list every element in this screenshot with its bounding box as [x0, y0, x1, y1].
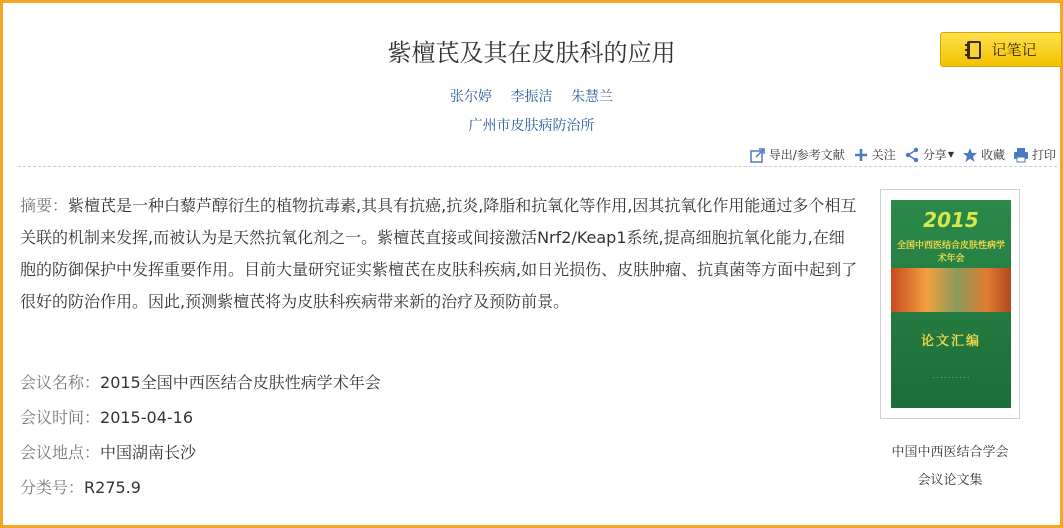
cover-photo	[891, 268, 1011, 312]
take-note-button[interactable]	[940, 32, 1062, 67]
conference-name-value: 2015全国中西医结合皮肤性病学术年会	[100, 373, 381, 392]
abstract-label: 摘要：	[20, 196, 69, 215]
export-button[interactable]	[750, 146, 845, 163]
cover-year: 2015	[923, 208, 979, 232]
author-link[interactable]: 朱慧兰	[570, 89, 613, 105]
conference-time-label: 会议时间：	[20, 408, 101, 427]
cover-image	[891, 200, 1011, 408]
cover-caption-collection[interactable]: 会议论文集	[917, 473, 983, 488]
print-button[interactable]	[1013, 146, 1056, 163]
abstract	[20, 190, 860, 318]
cover-subtitle: 论文汇编	[920, 334, 981, 349]
conference-time-row	[20, 405, 193, 428]
author-link[interactable]: 李振洁	[510, 89, 553, 105]
share-button[interactable]	[904, 146, 954, 163]
conference-place-value: 中国湖南长沙	[100, 443, 197, 462]
collect-button[interactable]	[962, 146, 1005, 163]
organization-link[interactable]: 广州市皮肤病防治所	[468, 118, 595, 134]
conference-name-label: 会议名称：	[20, 373, 101, 392]
share-label: 分享	[922, 148, 947, 162]
conference-name-row	[20, 370, 381, 393]
follow-label: 关注	[871, 148, 896, 162]
abstract-text: 紫檀芪是一种白藜芦醇衍生的植物抗毒素,其具有抗癌,抗炎,降脂和抗氧化等作用,因其抗氧化作用能通过多个相互关联的机制来发挥,而被认为是天然抗氧化剂之一。紫檀芪直接或间接激活Nrf2/Keap1系统,提高细胞抗氧化能力,在细胞的防御保护中发挥重要作用。目前大量研究证实紫檀芪在皮肤科疾病,如日光损伤、皮肤肿瘤、抗真菌等方面中起到了很好的防治作用。因此,预测紫檀芪将为皮肤科疾病带来新的治疗及预防前景。	[20, 196, 858, 311]
author-list	[3, 86, 1060, 106]
classification-row	[20, 475, 141, 498]
article-toolbar	[742, 146, 1056, 163]
classification-label: 分类号：	[20, 478, 85, 497]
print-label: 打印	[1031, 148, 1056, 162]
conference-time-value: 2015-04-16	[100, 408, 193, 427]
cover-fine-print: · · · · · · · · · ·	[932, 375, 970, 382]
collect-label: 收藏	[980, 148, 1005, 162]
cover-title: 全国中西医结合皮肤性病学术年会	[896, 241, 1005, 264]
take-note-label: 记笔记	[991, 41, 1037, 59]
export-label: 导出/参考文献	[768, 148, 845, 162]
share-icon	[904, 147, 920, 163]
follow-button[interactable]	[853, 146, 896, 163]
conference-place-label: 会议地点：	[20, 443, 101, 462]
star-icon	[962, 147, 978, 163]
classification-value: R275.9	[84, 478, 141, 497]
header-divider	[18, 166, 1057, 167]
author-link[interactable]: 张尔婷	[450, 89, 493, 105]
conference-place-row	[20, 440, 196, 463]
printer-icon	[1013, 147, 1029, 163]
chevron-down-icon: ▼	[947, 150, 954, 159]
notebook-icon	[965, 40, 983, 60]
export-icon	[750, 147, 766, 163]
proceedings-cover[interactable]	[880, 189, 1020, 419]
page-title: 紫檀芪及其在皮肤科的应用	[387, 39, 676, 67]
plus-icon	[853, 147, 869, 163]
cover-caption-society[interactable]: 中国中西医结合学会	[891, 445, 1009, 460]
